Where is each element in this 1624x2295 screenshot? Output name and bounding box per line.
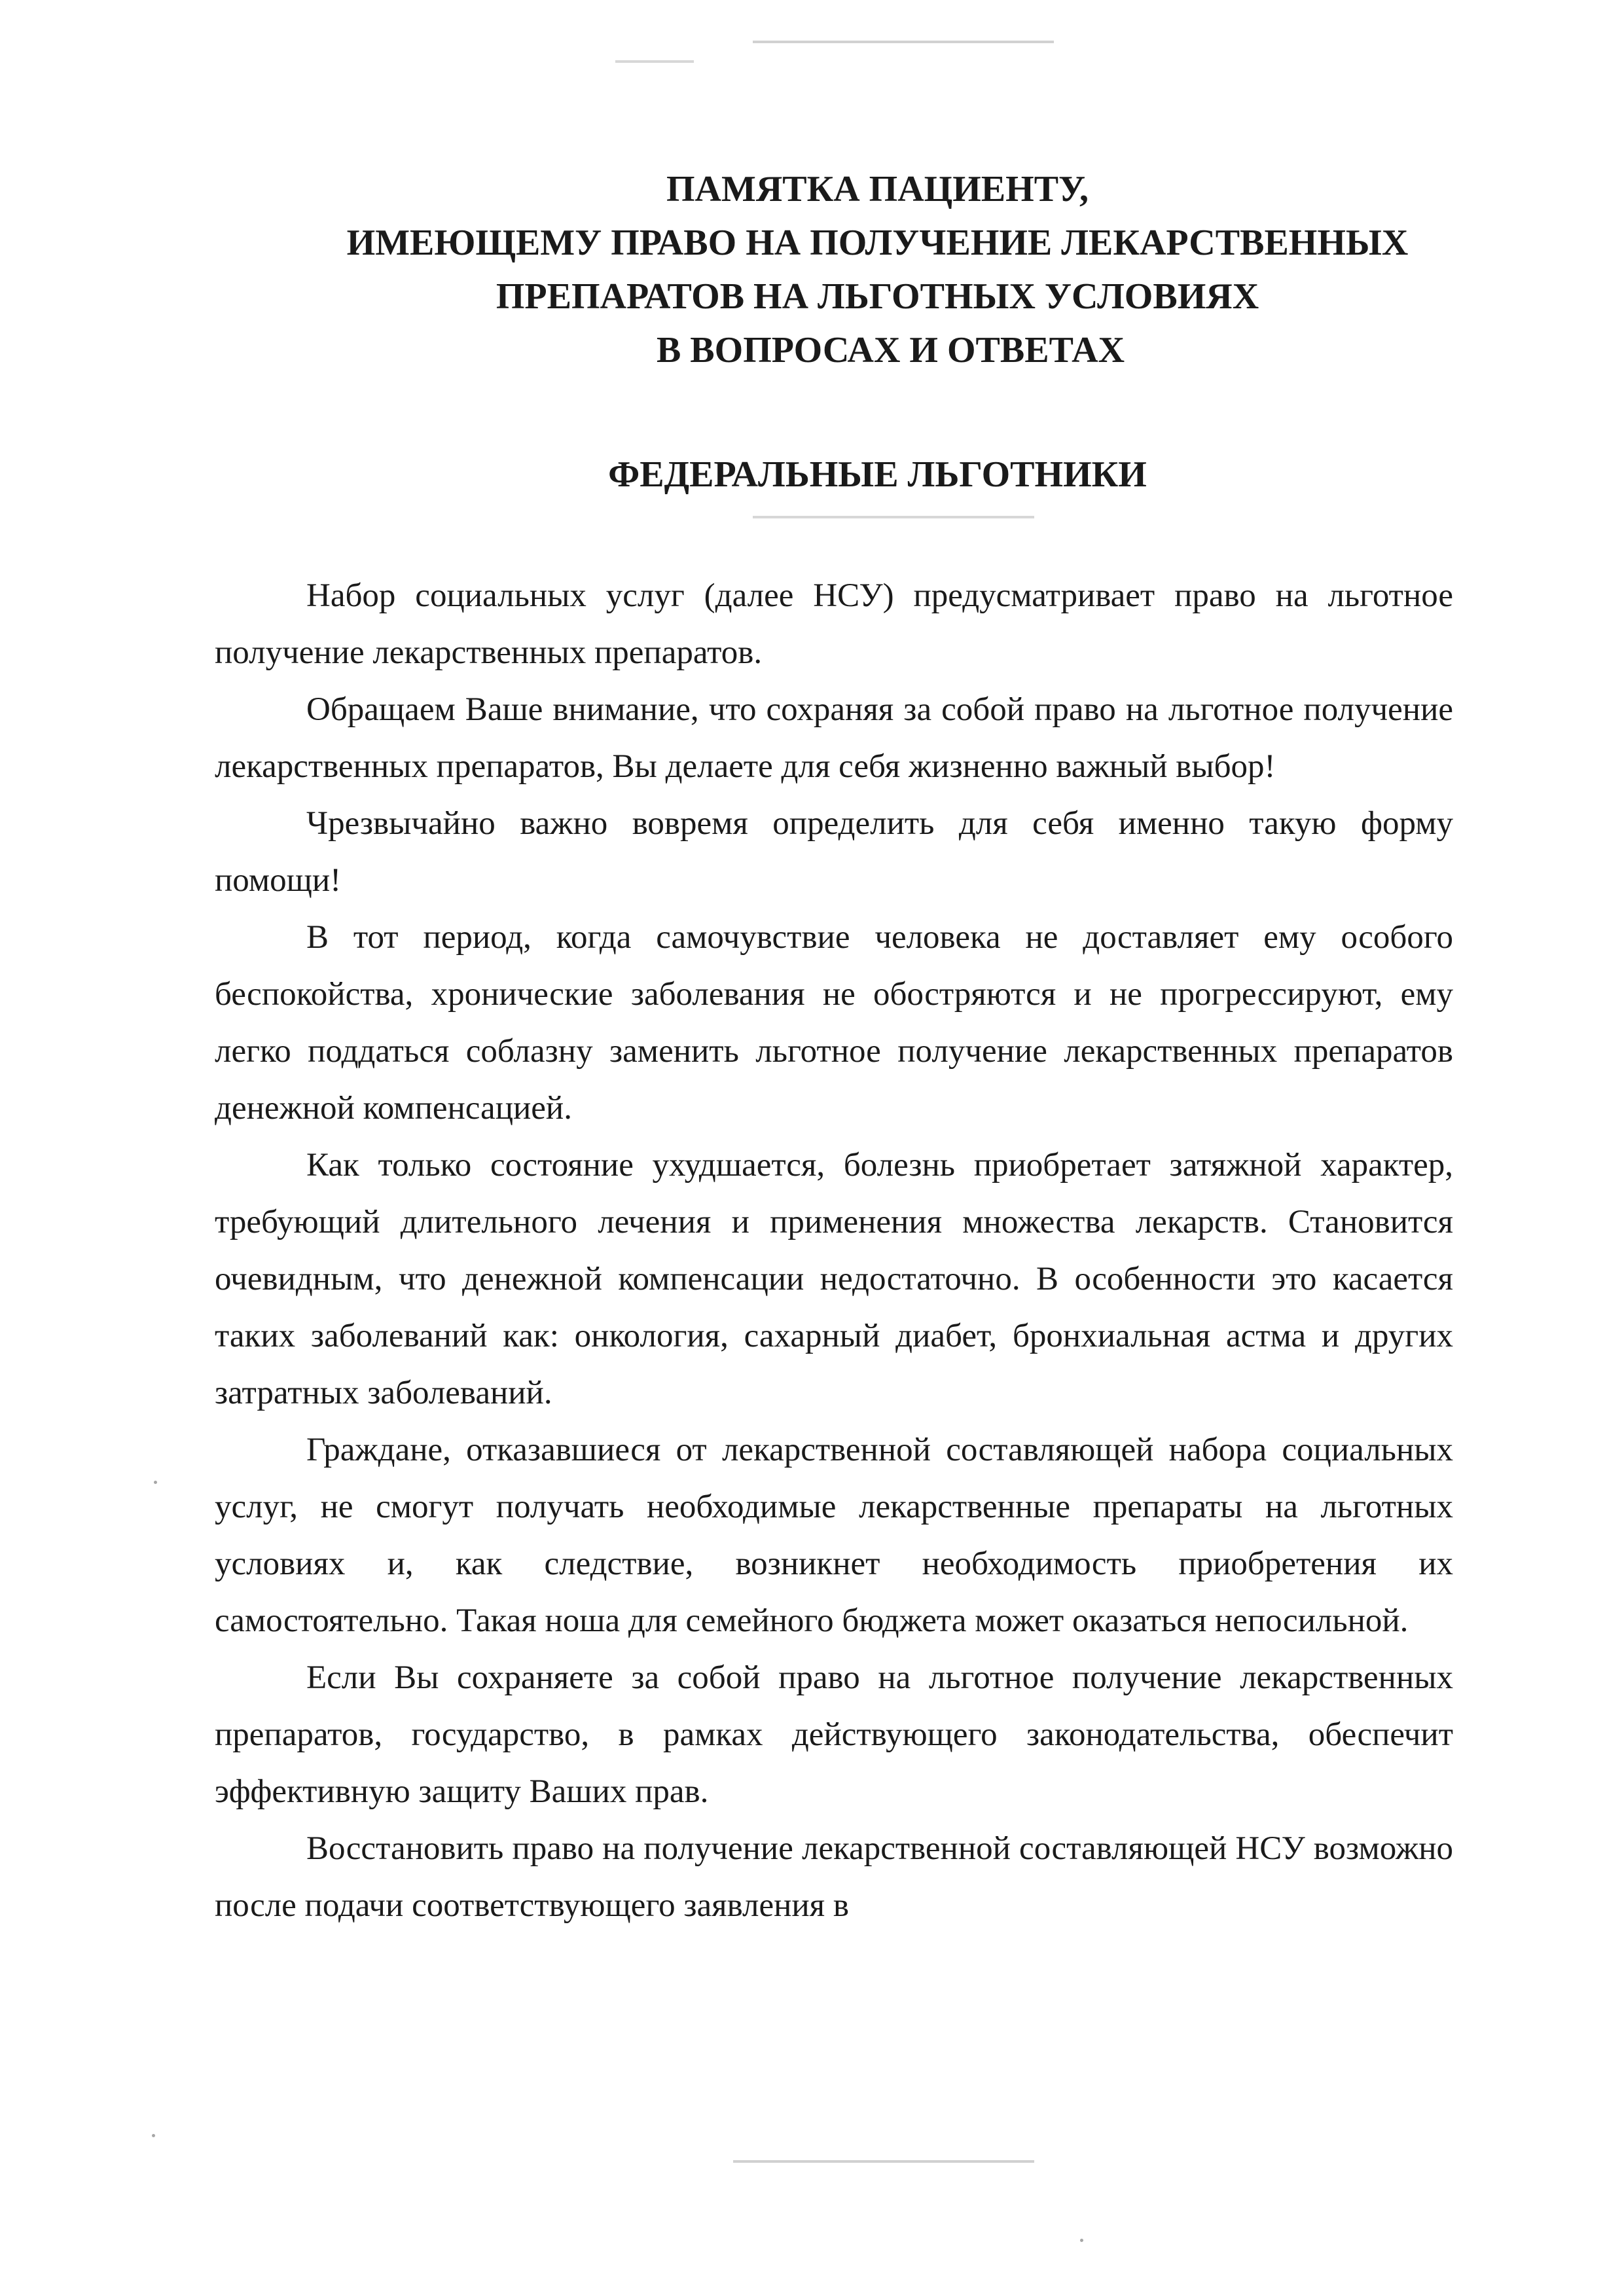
paragraph: Как только состояние ухудшается, болезнь приобретает затяжной характер, требующий длительного лечения и применения множества лекарств. Становится очевидным, что денежной компенсации недостаточно. В особенности это касается таких заболеваний как: онкология, сахарный диабет, бронхиальная астма и других затратных заболеваний.: [215, 1147, 1453, 1411]
scan-artifact-bottom: [733, 2160, 1034, 2163]
title-line-3: ПРЕПАРАТОВ НА ЛЬГОТНЫХ УСЛОВИЯХ: [496, 276, 1259, 317]
scan-artifact-mid: [753, 516, 1034, 518]
scan-artifact-top: [753, 41, 1054, 43]
document-title: [0, 162, 1624, 377]
scan-artifact-top-2: [615, 60, 694, 63]
scan-dot: [154, 1481, 157, 1484]
paragraph: Набор социальных услуг (далее НСУ) предусматривает право на льготное получение лекарственных препаратов.: [215, 577, 1453, 671]
document-body: [215, 568, 1453, 1934]
title-line-4: В ВОПРОСАХ И ОТВЕТАХ: [656, 330, 1125, 370]
paragraph: Восстановить право на получение лекарственной составляющей НСУ возможно после подачи соответствующего заявления в: [215, 1830, 1453, 1924]
scan-dot: [1080, 2239, 1083, 2242]
paragraph: Обращаем Ваше внимание, что сохраняя за собой право на льготное получение лекарственных препаратов, Вы делаете для себя жизненно важный выбор!: [215, 691, 1453, 785]
title-line-1: ПАМЯТКА ПАЦИЕНТУ,: [666, 169, 1089, 209]
title-line-2: ИМЕЮЩЕМУ ПРАВО НА ПОЛУЧЕНИЕ ЛЕКАРСТВЕННЫХ: [346, 223, 1409, 263]
paragraph: В тот период, когда самочувствие человека не доставляет ему особого беспокойства, хронические заболевания не обостряются и не прогрессируют, ему легко поддаться соблазну заменить льготное получение лекарственных препаратов денежной компенсацией.: [215, 919, 1453, 1127]
paragraph: Чрезвычайно важно вовремя определить для себя именно такую форму помощи!: [215, 805, 1453, 899]
scan-dot: [152, 2134, 155, 2137]
section-title: ФЕДЕРАЛЬНЫЕ ЛЬГОТНИКИ: [608, 454, 1147, 495]
paragraph: Если Вы сохраняете за собой право на льготное получение лекарственных препаратов, государство, в рамках действующего законодательства, обеспечит эффективную защиту Ваших прав.: [215, 1659, 1453, 1810]
paragraph: Граждане, отказавшиеся от лекарственной составляющей набора социальных услуг, не смогут получать необходимые лекарственные препараты на льготных условиях и, как следствие, возникнет необходимость приобретения их самостоятельно. Такая ноша для семейного бюджета может оказаться непосильной.: [215, 1432, 1453, 1639]
